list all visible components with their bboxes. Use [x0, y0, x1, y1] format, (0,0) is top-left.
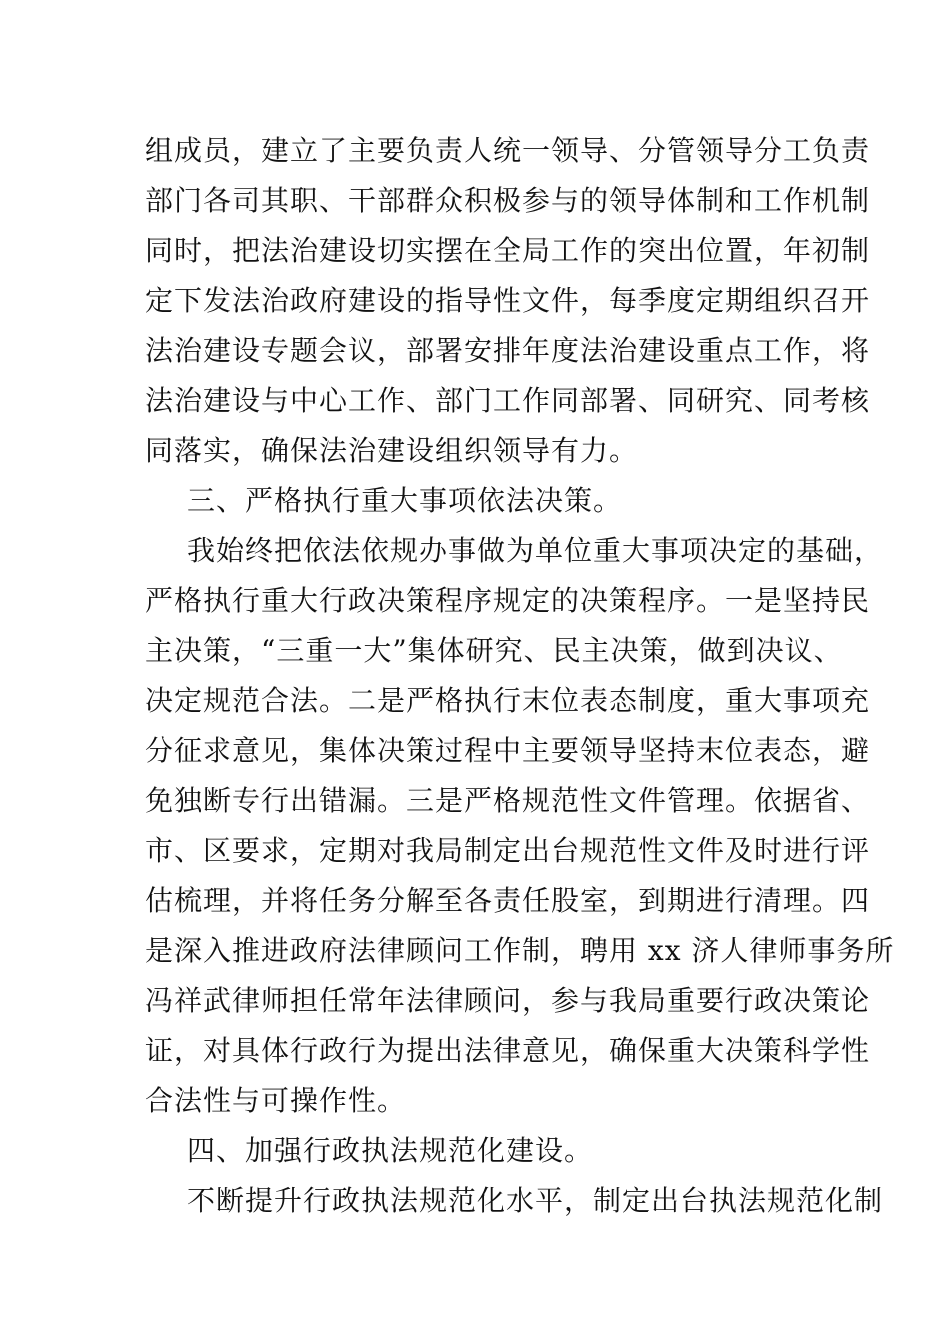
text-line: 合法性与可操作性。: [145, 1084, 407, 1117]
paragraph-first-line: 我始终把依法依规办事做为单位重大事项决定的基础，: [187, 534, 884, 567]
text-line: 市、区要求，定期对我局制定出台规范性文件及时进行评: [145, 834, 871, 867]
text-line: 严格执行重大行政决策程序规定的决策程序。一是坚持民: [145, 584, 871, 617]
text-line: 同落实，确保法治建设组织领导有力。: [145, 434, 639, 467]
text-line: 同时，把法治建设切实摆在全局工作的突出位置，年初制: [145, 234, 871, 267]
text-line: 法治建设与中心工作、部门工作同部署、同研究、同考核: [145, 384, 871, 417]
text-line: 法治建设专题会议，部署安排年度法治建设重点工作，将: [145, 334, 871, 367]
text-line: 部门各司其职、干部群众积极参与的领导体制和工作机制: [145, 184, 871, 217]
text-line: 是深入推进政府法律顾问工作制，聘用 xx 济人律师事务所: [145, 934, 895, 967]
text-line: 证，对具体行政行为提出法律意见，确保重大决策科学性: [145, 1034, 871, 1067]
paragraph-first-line: 不断提升行政执法规范化水平，制定出台执法规范化制: [187, 1184, 884, 1217]
text-line: 决定规范合法。二是严格执行末位表态制度，重大事项充: [145, 684, 871, 717]
text-line: 免独断专行出错漏。三是严格规范性文件管理。依据省、: [145, 784, 871, 817]
section-heading: 四、加强行政执法规范化建设。: [187, 1134, 594, 1167]
text-line: 定下发法治政府建设的指导性文件，每季度定期组织召开: [145, 284, 871, 317]
section-heading: 三、严格执行重大事项依法决策。: [187, 484, 623, 517]
text-line: 分征求意见，集体决策过程中主要领导坚持末位表态，避: [145, 734, 871, 767]
text-line: 估梳理，并将任务分解至各责任股室，到期进行清理。四: [145, 884, 871, 917]
text-line: 组成员，建立了主要负责人统一领导、分管领导分工负责: [145, 134, 871, 167]
text-line: 主决策，“三重一大”集体研究、民主决策，做到决议、: [145, 634, 843, 667]
text-line: 冯祥武律师担任常年法律顾问，参与我局重要行政决策论: [145, 984, 871, 1017]
